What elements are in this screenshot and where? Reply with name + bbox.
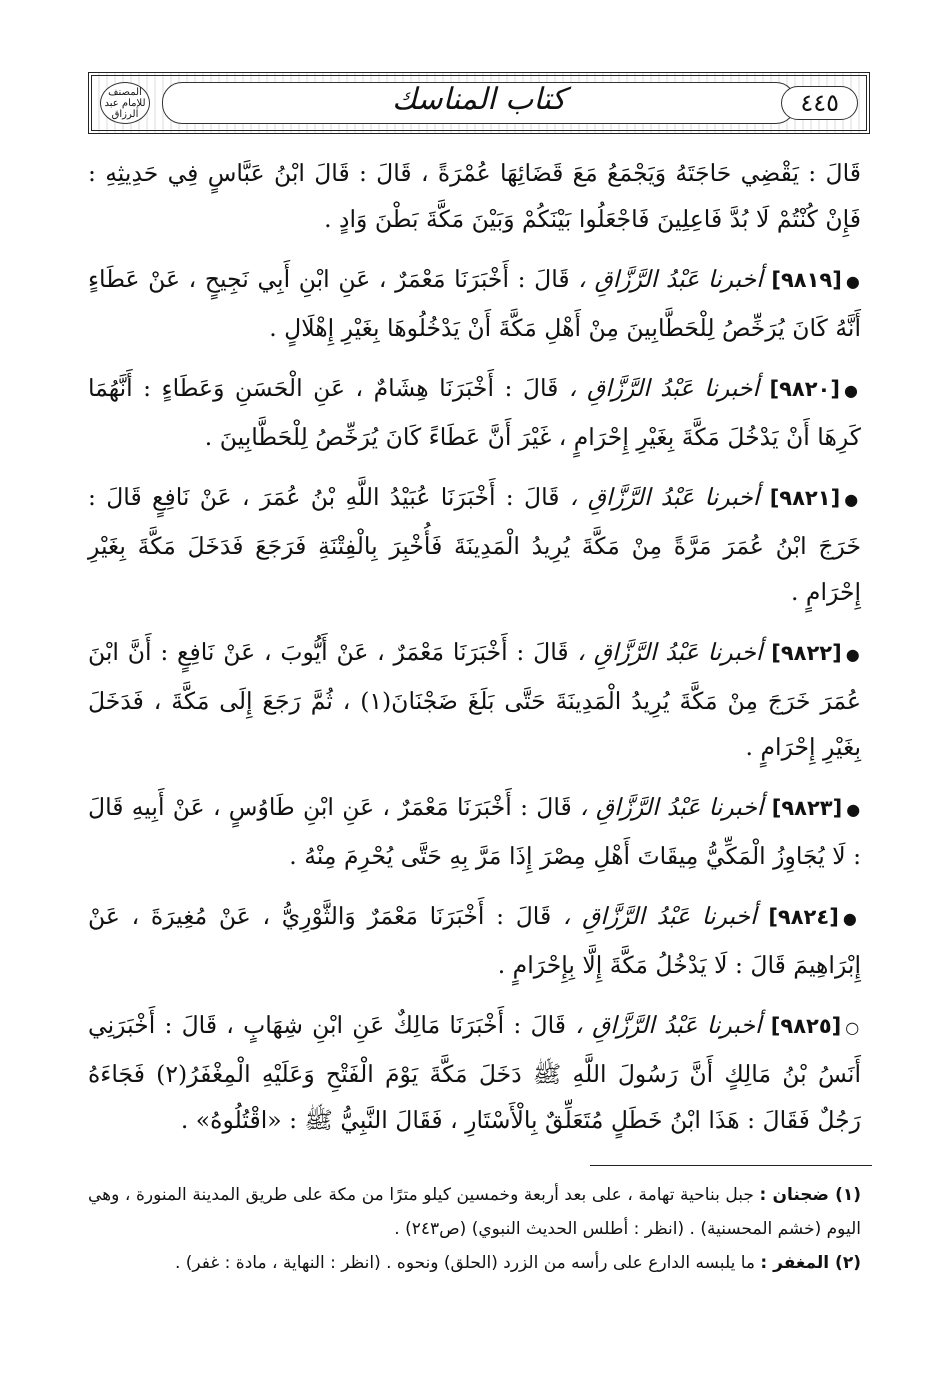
bullet-icon: ○ [845, 1018, 861, 1037]
hadith-number: [٩٨٢٣] [771, 796, 843, 820]
bullet-icon: ● [846, 800, 861, 819]
hadith-number: [٩٨٢٥] [770, 1014, 842, 1038]
hadith-paragraph [88, 629, 861, 770]
bullet-icon: ● [842, 909, 861, 928]
hadith-number: [٩٨٢٠] [769, 377, 840, 401]
footnote-divider [590, 1165, 872, 1166]
hadith-paragraph [88, 365, 861, 460]
hadith-paragraph [88, 474, 861, 615]
chapter-title: كتاب المناسك [392, 82, 566, 117]
footnote-label: (١) ضجنان : [759, 1185, 862, 1205]
page-number: ٤٤٥ [781, 86, 858, 120]
hadith-text: قَالَ : أَخْبَرَنَا مَعْمَرٌ وَالثَّوْرِيُّ ، عَنْ مُغِيرَةَ ، عَنْ إِبْرَاهِيمَ قَالَ : لَا يَدْخُلُ مَكَّةَ إِلَّا بِإِحْرَامٍ . [88, 902, 861, 979]
hadith-text: قَالَ : أَخْبَرَنَا مَالِكٌ عَنِ ابْنِ شِهَابٍ ، قَالَ : أَخْبَرَنِي أَنَسُ بْنُ مَالِكٍ أَنَّ رَسُولَ اللَّهِ ﷺ دَخَلَ مَكَّةَ يَوْمَ الْفَتْحِ وَعَلَيْهِ الْمِغْفَرُ(٢) فَجَاءَهُ رَجُلٌ فَقَالَ : هَذَا ابْنُ خَطَلٍ مُتَعَلِّقٌ بِالْأَسْتَارِ ، فَقَالَ النَّبِيُّ ﷺ : «اقْتُلُوهُ» . [88, 1011, 861, 1134]
bullet-icon: ● [845, 645, 861, 664]
hadith-paragraph [88, 1002, 861, 1143]
hadith-paragraph [88, 893, 861, 988]
footnote [88, 1178, 861, 1246]
footnote-text: ما يلبسه الدارع على رأسه من الزرد (الحلق) ونحوه . (انظر : النهاية ، مادة : غفر) . [174, 1253, 755, 1273]
isnad-lead: أخبرنا عَبْدُ الرَّزَّاقِ ، [577, 638, 763, 666]
footnotes [88, 1178, 861, 1280]
bullet-icon: ● [843, 381, 861, 400]
footnote-label: (٢) المغفر : [760, 1253, 861, 1273]
isnad-lead: أخبرنا عَبْدُ الرَّزَّاقِ ، [578, 265, 763, 293]
book-seal-logo [100, 82, 150, 124]
hadith-paragraph [88, 256, 861, 351]
isnad-lead: أخبرنا عَبْدُ الرَّزَّاقِ ، [568, 374, 759, 402]
isnad-lead: أخبرنا عَبْدُ الرَّزَّاقِ ، [569, 483, 760, 511]
hadith-number: [٩٨١٩] [771, 268, 842, 292]
hadith-paragraph [88, 150, 861, 242]
hadith-text: قَالَ : أَخْبَرَنَا هِشَامٌ ، عَنِ الْحَسَنِ وَعَطَاءٍ : أَنَّهُمَا كَرِهَا أَنْ يَدْخُلَ مَكَّةَ بِغَيْرِ إِحْرَامٍ ، غَيْرَ أَنَّ عَطَاءً كَانَ يُرَخِّصُ لِلْحَطَّابِينَ . [88, 374, 861, 451]
hadith-paragraph [88, 784, 861, 879]
hadith-text: قَالَ : أَخْبَرَنَا مَعْمَرٌ ، عَنْ أَيُّوبَ ، عَنْ نَافِعٍ : أَنَّ ابْنَ عُمَرَ خَرَجَ مِنْ مَكَّةَ يُرِيدُ الْمَدِينَةَ حَتَّى بَلَغَ ضَجْنَانَ(١) ، ثُمَّ رَجَعَ إِلَى مَكَّةَ ، فَدَخَلَ بِغَيْرِ إِحْرَامٍ . [88, 638, 861, 761]
footnote [88, 1246, 861, 1280]
hadith-text: قَالَ : يَقْضِي حَاجَتَهُ وَيَجْمَعُ مَعَ قَضَائِهَا عُمْرَةً ، قَالَ : قَالَ ابْنُ عَبَّاسٍ فِي حَدِيثِهِ : فَإِنْ كُنْتُمْ لَا بُدَّ فَاعِلِينَ فَاجْعَلُوا بَيْنَكُمْ وَبَيْنَ مَكَّةَ بَطْنَ وَادٍ . [88, 159, 861, 233]
isnad-lead: أخبرنا عَبْدُ الرَّزَّاقِ ، [580, 793, 764, 821]
isnad-lead: أخبرنا عَبْدُ الرَّزَّاقِ ، [562, 902, 757, 930]
main-text [88, 150, 861, 1157]
hadith-text: قَالَ : أَخْبَرَنَا عُبَيْدُ اللَّهِ بْنُ عُمَرَ ، عَنْ نَافِعٍ قَالَ : خَرَجَ ابْنُ عُمَرَ مَرَّةً مِنْ مَكَّةَ يُرِيدُ الْمَدِينَةَ فَأُخْبِرَ بِالْفِتْنَةِ فَرَجَعَ فَدَخَلَ مَكَّةَ بِغَيْرِ إِحْرَامٍ . [88, 483, 861, 606]
bullet-icon: ● [844, 490, 861, 509]
footnote-text: جبل بناحية تهامة ، على بعد أربعة وخمسين كيلو مترًا من مكة على طريق المدينة المنورة ، وهي اليوم (خشم المحسنية) . (انظر : أطلس الحديث النبوي) (ص٢٤٣) . [88, 1185, 861, 1239]
hadith-number: [٩٨٢١] [769, 486, 841, 510]
hadith-text: قَالَ : أَخْبَرَنَا مَعْمَرٌ ، عَنِ ابْنِ أَبِي نَجِيحٍ ، عَنْ عَطَاءٍ أَنَّهُ كَانَ يُرَخِّصُ لِلْحَطَّابِينَ مِنْ أَهْلِ مَكَّةَ أَنْ يَدْخُلُوهَا بِغَيْرِ إِهْلَالٍ . [88, 265, 861, 342]
hadith-text: قَالَ : أَخْبَرَنَا مَعْمَرٌ ، عَنِ ابْنِ طَاوُسٍ ، عَنْ أَبِيهِ قَالَ : لَا يُجَاوِزُ الْمَكِّيُّ مِيقَاتَ أَهْلِ مِصْرَ إِذَا مَرَّ بِهِ حَتَّى يُحْرِمَ مِنْهُ . [88, 793, 861, 870]
bullet-icon: ● [845, 272, 861, 291]
isnad-lead: أخبرنا عَبْدُ الرَّزَّاقِ ، [575, 1011, 762, 1039]
page-header [88, 72, 870, 134]
hadith-number: [٩٨٢٤] [768, 905, 839, 929]
seal-text: المصنف للإمام عبد الرزاق [104, 86, 146, 120]
hadith-number: [٩٨٢٢] [771, 641, 842, 665]
